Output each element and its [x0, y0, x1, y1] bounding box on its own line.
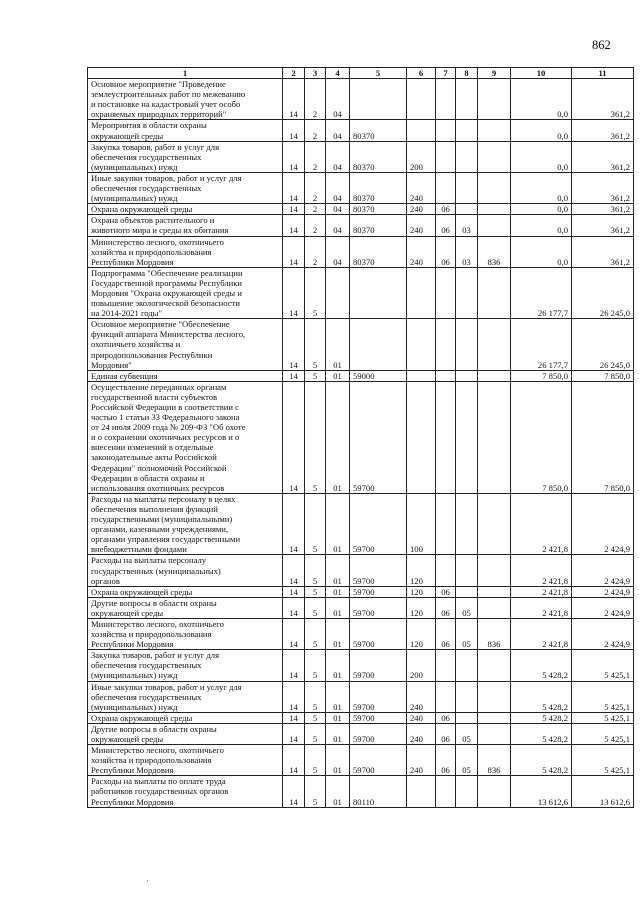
cell-value: 0,0 — [511, 204, 572, 215]
cell-code — [407, 267, 436, 318]
cell-code — [456, 586, 478, 597]
cell-code: 5 — [305, 381, 326, 493]
cell-code: 05 — [456, 745, 478, 776]
cell-code: 2 — [305, 79, 326, 120]
cell-code — [478, 723, 511, 744]
cell-code: 01 — [326, 319, 350, 370]
cell-code — [478, 319, 511, 370]
cell-code: 14 — [283, 120, 305, 141]
cell-code: 2 — [305, 204, 326, 215]
cell-code: 04 — [326, 215, 350, 236]
cell-value: 5 425,1 — [572, 723, 634, 744]
cell-value: 5 428,2 — [511, 745, 572, 776]
column-header: 6 — [407, 68, 436, 79]
cell-code: 06 — [436, 597, 456, 618]
cell-code: 5 — [305, 712, 326, 723]
cell-code — [407, 381, 436, 493]
cell-code: 14 — [283, 776, 305, 807]
cell-code — [350, 319, 407, 370]
cell-code: 59700 — [350, 555, 407, 586]
cell-code: 80370 — [350, 215, 407, 236]
cell-code: 01 — [326, 555, 350, 586]
cell-value: 5 428,2 — [511, 650, 572, 681]
cell-code: 5 — [305, 493, 326, 555]
cell-code: 03 — [456, 236, 478, 267]
cell-value: 0,0 — [511, 215, 572, 236]
cell-code — [436, 141, 456, 172]
cell-code: 836 — [478, 745, 511, 776]
cell-code: 14 — [283, 204, 305, 215]
column-header: 9 — [478, 68, 511, 79]
cell-value: 26 245,0 — [572, 267, 634, 318]
column-header: 8 — [456, 68, 478, 79]
table-row — [88, 381, 634, 493]
cell-name: Другие вопросы в области охраны окружающей среды — [88, 597, 283, 618]
cell-code: 120 — [407, 586, 436, 597]
cell-code: 120 — [407, 555, 436, 586]
cell-code: 5 — [305, 745, 326, 776]
cell-code: 01 — [326, 370, 350, 381]
page-number: 862 — [592, 38, 611, 52]
cell-code — [436, 493, 456, 555]
cell-code — [407, 319, 436, 370]
cell-name: Расходы на выплаты персоналу в целях обеспечения выполнения функций государственными (муниципальными) органами, казенными учреждениями, органами управления государственными внебюджетными фондами — [88, 493, 283, 555]
budget-table — [87, 67, 634, 808]
cell-code: 2 — [305, 120, 326, 141]
cell-code — [456, 493, 478, 555]
table-row — [88, 586, 634, 597]
cell-code: 06 — [436, 618, 456, 649]
table-row — [88, 493, 634, 555]
cell-code: 01 — [326, 712, 350, 723]
cell-name: Иные закупки товаров, работ и услуг для обеспечения государственных (муниципальных) нужд — [88, 172, 283, 203]
cell-code: 80370 — [350, 236, 407, 267]
cell-code: 80370 — [350, 141, 407, 172]
cell-code: 59700 — [350, 597, 407, 618]
cell-code — [478, 681, 511, 712]
cell-value: 13 612,6 — [572, 776, 634, 807]
cell-code — [478, 267, 511, 318]
cell-code: 14 — [283, 319, 305, 370]
cell-code: 240 — [407, 172, 436, 203]
cell-code — [350, 79, 407, 120]
table-row — [88, 267, 634, 318]
cell-code: 5 — [305, 555, 326, 586]
table-row — [88, 776, 634, 807]
cell-code — [478, 120, 511, 141]
cell-code: 5 — [305, 723, 326, 744]
cell-value: 7 850,0 — [511, 381, 572, 493]
cell-code: 240 — [407, 215, 436, 236]
cell-code: 5 — [305, 618, 326, 649]
cell-code: 14 — [283, 381, 305, 493]
cell-value: 7 850,0 — [572, 381, 634, 493]
cell-name: Подпрограмма "Обеспечение реализации Государственной программы Республики Мордовия "Охрана окружающей среды и повышение экологической безопасности на 2014-2021 годы" — [88, 267, 283, 318]
cell-value: 361,2 — [572, 172, 634, 203]
cell-code: 04 — [326, 172, 350, 203]
column-header: 10 — [511, 68, 572, 79]
column-header: 5 — [350, 68, 407, 79]
cell-name: Основное мероприятие "Обеспечение функций аппарата Министерства лесного, охотничьего хозяйства и природопользования Республики Мордовия" — [88, 319, 283, 370]
cell-name: Закупка товаров, работ и услуг для обеспечения государственных (муниципальных) нужд — [88, 650, 283, 681]
table-row — [88, 215, 634, 236]
cell-code: 06 — [436, 236, 456, 267]
cell-code: 01 — [326, 493, 350, 555]
cell-name: Расходы на выплаты по оплате труда работников государственных органов Республики Мордовия — [88, 776, 283, 807]
cell-code: 14 — [283, 745, 305, 776]
cell-code: 06 — [436, 586, 456, 597]
column-header: 4 — [326, 68, 350, 79]
cell-code: 01 — [326, 597, 350, 618]
cell-value: 0,0 — [511, 79, 572, 120]
cell-code: 14 — [283, 267, 305, 318]
cell-code — [436, 555, 456, 586]
cell-name: Охрана объектов растительного и животного мира и среды их обитания — [88, 215, 283, 236]
cell-code: 05 — [456, 723, 478, 744]
cell-code — [436, 267, 456, 318]
cell-code — [436, 79, 456, 120]
cell-code: 01 — [326, 381, 350, 493]
cell-value: 2 421,8 — [511, 618, 572, 649]
cell-code: 5 — [305, 267, 326, 318]
cell-code: 240 — [407, 204, 436, 215]
cell-code — [478, 712, 511, 723]
cell-code: 5 — [305, 319, 326, 370]
cell-code: 59700 — [350, 381, 407, 493]
scan-mark: · — [146, 876, 149, 886]
table-row — [88, 723, 634, 744]
cell-code: 14 — [283, 650, 305, 681]
cell-name: Министерство лесного, охотничьего хозяйства и природопользования Республики Мордовия — [88, 236, 283, 267]
cell-code: 59700 — [350, 618, 407, 649]
cell-value: 2 421,8 — [511, 555, 572, 586]
cell-code — [456, 712, 478, 723]
cell-code: 14 — [283, 597, 305, 618]
cell-code: 14 — [283, 586, 305, 597]
cell-value: 361,2 — [572, 79, 634, 120]
cell-code — [478, 650, 511, 681]
cell-name: Охрана окружающей среды — [88, 712, 283, 723]
cell-code — [407, 120, 436, 141]
cell-value: 5 425,1 — [572, 650, 634, 681]
cell-code: 14 — [283, 618, 305, 649]
cell-value: 5 428,2 — [511, 681, 572, 712]
table-row — [88, 597, 634, 618]
cell-code: 200 — [407, 650, 436, 681]
cell-code: 06 — [436, 745, 456, 776]
cell-value: 2 424,9 — [572, 618, 634, 649]
table-row — [88, 712, 634, 723]
cell-value: 26 177,7 — [511, 267, 572, 318]
cell-code: 240 — [407, 236, 436, 267]
cell-code — [478, 597, 511, 618]
cell-name: Министерство лесного, охотничьего хозяйства и природопользования Республики Мордовия — [88, 745, 283, 776]
cell-code: 240 — [407, 723, 436, 744]
cell-value: 2 424,9 — [572, 586, 634, 597]
cell-code — [456, 267, 478, 318]
cell-code: 120 — [407, 597, 436, 618]
cell-name: Закупка товаров, работ и услуг для обеспечения государственных (муниципальных) нужд — [88, 141, 283, 172]
cell-code: 59700 — [350, 745, 407, 776]
cell-code: 80370 — [350, 172, 407, 203]
cell-value: 5 425,1 — [572, 712, 634, 723]
column-header: 2 — [283, 68, 305, 79]
cell-code — [407, 776, 436, 807]
cell-code: 2 — [305, 215, 326, 236]
cell-code: 5 — [305, 586, 326, 597]
cell-code: 01 — [326, 586, 350, 597]
cell-code: 04 — [326, 204, 350, 215]
cell-code: 59700 — [350, 681, 407, 712]
cell-code: 14 — [283, 215, 305, 236]
cell-code — [456, 319, 478, 370]
cell-code — [478, 776, 511, 807]
cell-value: 0,0 — [511, 141, 572, 172]
cell-code: 14 — [283, 681, 305, 712]
table-row — [88, 319, 634, 370]
cell-code: 06 — [436, 204, 456, 215]
cell-code — [326, 267, 350, 318]
cell-code — [407, 79, 436, 120]
cell-code — [436, 776, 456, 807]
cell-code: 03 — [456, 215, 478, 236]
table-header-row — [88, 68, 634, 79]
cell-name: Иные закупки товаров, работ и услуг для обеспечения государственных (муниципальных) нужд — [88, 681, 283, 712]
cell-code — [407, 370, 436, 381]
cell-code — [478, 586, 511, 597]
table-row — [88, 204, 634, 215]
table-row — [88, 172, 634, 203]
cell-code — [478, 215, 511, 236]
cell-code: 5 — [305, 681, 326, 712]
cell-code — [478, 204, 511, 215]
column-header: 11 — [572, 68, 634, 79]
cell-code — [456, 381, 478, 493]
cell-code: 14 — [283, 723, 305, 744]
cell-name: Основное мероприятие "Проведение землеустроительных работ по межеванию и постановке на кадастровый учет особо охраняемых природных территорий" — [88, 79, 283, 120]
cell-code: 14 — [283, 493, 305, 555]
cell-value: 0,0 — [511, 172, 572, 203]
cell-name: Расходы на выплаты персоналу государственных (муниципальных) органов — [88, 555, 283, 586]
cell-code: 59000 — [350, 370, 407, 381]
cell-code: 59700 — [350, 493, 407, 555]
table-body — [88, 79, 634, 808]
cell-code: 240 — [407, 712, 436, 723]
cell-code: 14 — [283, 712, 305, 723]
cell-code — [456, 370, 478, 381]
table-row — [88, 141, 634, 172]
cell-value: 2 421,8 — [511, 597, 572, 618]
cell-code: 04 — [326, 120, 350, 141]
cell-code — [478, 381, 511, 493]
table-row — [88, 370, 634, 381]
cell-code: 01 — [326, 723, 350, 744]
cell-value: 5 425,1 — [572, 745, 634, 776]
cell-value: 5 428,2 — [511, 712, 572, 723]
cell-value: 361,2 — [572, 215, 634, 236]
cell-value: 361,2 — [572, 120, 634, 141]
cell-code: 2 — [305, 141, 326, 172]
cell-value: 2 421,8 — [511, 586, 572, 597]
table-row — [88, 555, 634, 586]
cell-code — [436, 120, 456, 141]
cell-name: Осуществление переданных органам государственной власти субъектов Российской Федерации в соответствии с частью 1 статьи 33 Федерального закона от 24 июля 2009 года № 209-ФЗ "Об охоте и о сохранении охотничьих ресурсов и о внесении изменений в отдельные законодательные акты Российской Федерации" полномочий Российской Федерации в области охраны и использования охотничьих ресурсов — [88, 381, 283, 493]
cell-code — [456, 204, 478, 215]
cell-code: 100 — [407, 493, 436, 555]
cell-name: Министерство лесного, охотничьего хозяйства и природопользования Республики Мордовия — [88, 618, 283, 649]
cell-code: 04 — [326, 141, 350, 172]
cell-code: 06 — [436, 712, 456, 723]
cell-code — [456, 120, 478, 141]
cell-code: 59700 — [350, 650, 407, 681]
cell-code: 14 — [283, 370, 305, 381]
table-row — [88, 120, 634, 141]
cell-code: 80370 — [350, 120, 407, 141]
cell-value: 13 612,6 — [511, 776, 572, 807]
cell-value: 0,0 — [511, 236, 572, 267]
cell-code: 5 — [305, 370, 326, 381]
cell-code — [456, 650, 478, 681]
cell-value: 26 245,0 — [572, 319, 634, 370]
cell-code — [456, 555, 478, 586]
cell-value: 0,0 — [511, 120, 572, 141]
cell-name: Мероприятия в области охраны окружающей среды — [88, 120, 283, 141]
cell-code — [456, 681, 478, 712]
cell-code: 5 — [305, 650, 326, 681]
cell-code: 59700 — [350, 723, 407, 744]
cell-code: 120 — [407, 618, 436, 649]
cell-value: 361,2 — [572, 236, 634, 267]
cell-code: 59700 — [350, 712, 407, 723]
cell-code — [436, 381, 456, 493]
cell-code: 59700 — [350, 586, 407, 597]
cell-value: 2 424,9 — [572, 493, 634, 555]
cell-value: 7 850,0 — [511, 370, 572, 381]
column-header: 3 — [305, 68, 326, 79]
cell-code: 06 — [436, 215, 456, 236]
cell-code: 01 — [326, 681, 350, 712]
cell-code: 836 — [478, 236, 511, 267]
cell-code: 14 — [283, 555, 305, 586]
cell-code: 80110 — [350, 776, 407, 807]
cell-code: 01 — [326, 776, 350, 807]
cell-value: 5 428,2 — [511, 723, 572, 744]
cell-value: 361,2 — [572, 141, 634, 172]
cell-code: 14 — [283, 236, 305, 267]
cell-code: 05 — [456, 597, 478, 618]
column-header: 1 — [88, 68, 283, 79]
column-header: 7 — [436, 68, 456, 79]
cell-code — [456, 776, 478, 807]
cell-name: Другие вопросы в области охраны окружающей среды — [88, 723, 283, 744]
cell-value: 2 424,9 — [572, 597, 634, 618]
cell-code: 01 — [326, 650, 350, 681]
cell-code — [478, 370, 511, 381]
cell-code: 240 — [407, 681, 436, 712]
table-row — [88, 650, 634, 681]
cell-value: 5 425,1 — [572, 681, 634, 712]
cell-code — [436, 172, 456, 203]
cell-value: 361,2 — [572, 204, 634, 215]
cell-code — [478, 555, 511, 586]
cell-value: 7 850,0 — [572, 370, 634, 381]
cell-code: 14 — [283, 79, 305, 120]
cell-code: 14 — [283, 172, 305, 203]
cell-code — [436, 681, 456, 712]
cell-code — [478, 493, 511, 555]
table-row — [88, 681, 634, 712]
cell-code: 836 — [478, 618, 511, 649]
cell-name: Охрана окружающей среды — [88, 204, 283, 215]
cell-code — [478, 141, 511, 172]
cell-code — [456, 141, 478, 172]
cell-code: 240 — [407, 745, 436, 776]
cell-code — [350, 267, 407, 318]
cell-code: 01 — [326, 618, 350, 649]
cell-code: 200 — [407, 141, 436, 172]
cell-code — [436, 370, 456, 381]
cell-code — [478, 79, 511, 120]
cell-code: 5 — [305, 597, 326, 618]
cell-code: 06 — [436, 723, 456, 744]
table-row — [88, 79, 634, 120]
cell-value: 2 421,8 — [511, 493, 572, 555]
table-row — [88, 745, 634, 776]
cell-value: 2 424,9 — [572, 555, 634, 586]
cell-code: 14 — [283, 141, 305, 172]
cell-code: 05 — [456, 618, 478, 649]
cell-value: 26 177,7 — [511, 319, 572, 370]
cell-name: Единая субвенция — [88, 370, 283, 381]
cell-code — [436, 650, 456, 681]
cell-code: 5 — [305, 776, 326, 807]
cell-code: 04 — [326, 236, 350, 267]
cell-code — [456, 172, 478, 203]
cell-name: Охрана окружающей среды — [88, 586, 283, 597]
cell-code: 2 — [305, 172, 326, 203]
table-row — [88, 618, 634, 649]
cell-code: 04 — [326, 79, 350, 120]
cell-code: 2 — [305, 236, 326, 267]
cell-code: 01 — [326, 745, 350, 776]
cell-code: 80370 — [350, 204, 407, 215]
cell-code — [478, 172, 511, 203]
cell-code — [456, 79, 478, 120]
cell-code — [436, 319, 456, 370]
table-row — [88, 236, 634, 267]
